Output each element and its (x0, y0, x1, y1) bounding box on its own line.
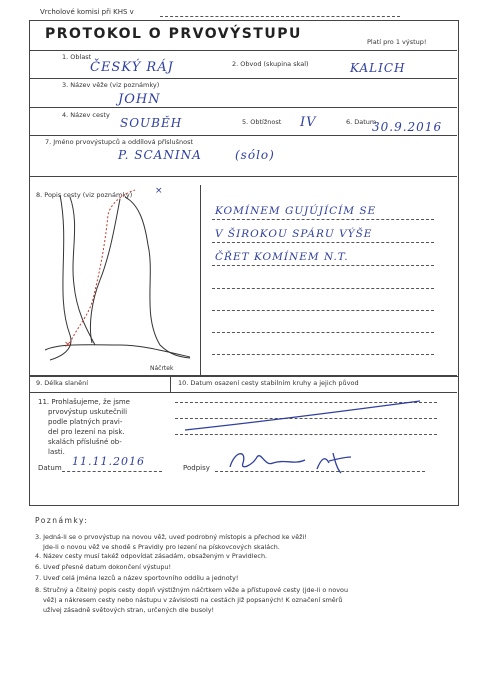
note-item: užívej zásadně světových stran, určených dle busoly! (43, 606, 215, 614)
divider (29, 78, 457, 79)
signature-label: Podpisy (183, 464, 210, 472)
validity-note: Platí pro 1 výstup! (367, 38, 427, 46)
writing-line (212, 332, 434, 333)
declaration-line-6: lasti. (48, 448, 65, 456)
description-line-2: V ŠIROKOU SPÁRU VÝŠE (215, 228, 373, 240)
difficulty-label: 5. Obtížnost (242, 118, 282, 126)
area-label: 1. Oblast (62, 53, 92, 61)
strike-through (180, 395, 430, 445)
page-title: PROTOKOL O PRVOVÝSTUPU (45, 26, 302, 42)
tower-value: JOHN (118, 92, 161, 107)
rock-outline (50, 195, 190, 360)
description-label: 8. Popis cesty (viz poznámky) (36, 191, 133, 199)
climbers-value: P. SCANINA (118, 148, 202, 162)
route-value: SOUBĚH (120, 116, 183, 130)
divider-vertical (170, 375, 171, 392)
sign-date-value: 11.11.2016 (72, 455, 145, 468)
note-item: věž) a nákresem cesty nebo nástupu v závislosti na cestách již popsaných! K označení směrů (43, 596, 343, 604)
note-item: 3. Jedná-li se o prvovýstup na novou věž, uveď podrobný místopis a přechod ke věži! (35, 533, 307, 541)
declaration-line-1: 11. Prohlašujeme, že jsme (38, 398, 130, 406)
chimney-wall-right (90, 199, 120, 343)
top-note-line (160, 16, 400, 17)
description-line-1: KOMÍNEM GUJÚJÍCÍM SE (215, 205, 377, 217)
writing-line (212, 354, 434, 355)
divider (29, 375, 457, 376)
note-item: 4. Název cesty musí takéž odpovídat zásadám, obsaženým v Pravidlech. (35, 552, 268, 560)
divider (29, 107, 457, 108)
sign-date-label: Datum (38, 464, 62, 472)
date-line (62, 471, 162, 472)
writing-line (212, 219, 434, 220)
sketch-divider (200, 185, 201, 375)
note-item: 6. Uveď přesné datum dokončení výstupu! (35, 563, 172, 571)
divider (29, 50, 457, 51)
declaration-line-4: del pro lezení na pisk. (48, 428, 125, 436)
climbers-value-2: (sólo) (235, 148, 275, 162)
district-label: 2. Obvod (skupina skal) (232, 60, 309, 68)
writing-line (212, 265, 434, 266)
writing-line (212, 288, 434, 289)
route-line (70, 190, 135, 343)
sketch-label: Náčrtek (150, 365, 174, 372)
start-mark: × (64, 340, 72, 350)
date-value: 30.9.2016 (372, 120, 443, 134)
declaration-line-3: podle platných pravi- (48, 418, 123, 426)
rappel-label: 9. Délka slanění (36, 379, 88, 387)
declaration-line-2: prvovýstup uskutečnili (48, 408, 128, 416)
area-value: ČESKÝ RÁJ (90, 60, 174, 75)
note-item: Jde-li o novou věž ve shodě s Pravidly pro lezení na pískovcových skalách. (43, 543, 280, 551)
note-item: 7. Uveď celá jména lezců a název sportovního oddílu a jednoty! (35, 574, 239, 582)
tower-label: 3. Název věže (viz poznámky) (62, 81, 160, 89)
divider (29, 176, 457, 177)
writing-line (212, 310, 434, 311)
bolts-label: 10. Datum osazení cesty stabilním kruhy a jejich původ (178, 379, 359, 387)
divider (29, 135, 457, 136)
top-mark: × (155, 186, 163, 196)
writing-line (212, 242, 434, 243)
climbers-label: 7. Jméno prvovýstupců a oddílová příslušnost (45, 138, 194, 146)
description-line-3: ČŘET KOMÍNEM N.T. (215, 251, 349, 263)
date-label: 6. Datum (346, 118, 377, 126)
route-label: 4. Název cesty (62, 111, 110, 119)
signature-scribble (225, 445, 365, 475)
difficulty-value: IV (300, 115, 317, 130)
district-value: KALICH (350, 61, 406, 75)
divider (29, 392, 457, 393)
declaration-line-5: skalách příslušné ob- (48, 438, 122, 446)
route-sketch (30, 185, 200, 375)
chimney-wall-left (70, 197, 95, 345)
top-note: Vrcholové komisi při KHS v (40, 8, 134, 16)
notes-title: Poznámky: (35, 516, 89, 525)
note-item: 8. Stručný a čitelný popis cesty doplň výstižným náčrtkem věže a přístupové cesty (jde-li o novou (35, 586, 349, 594)
